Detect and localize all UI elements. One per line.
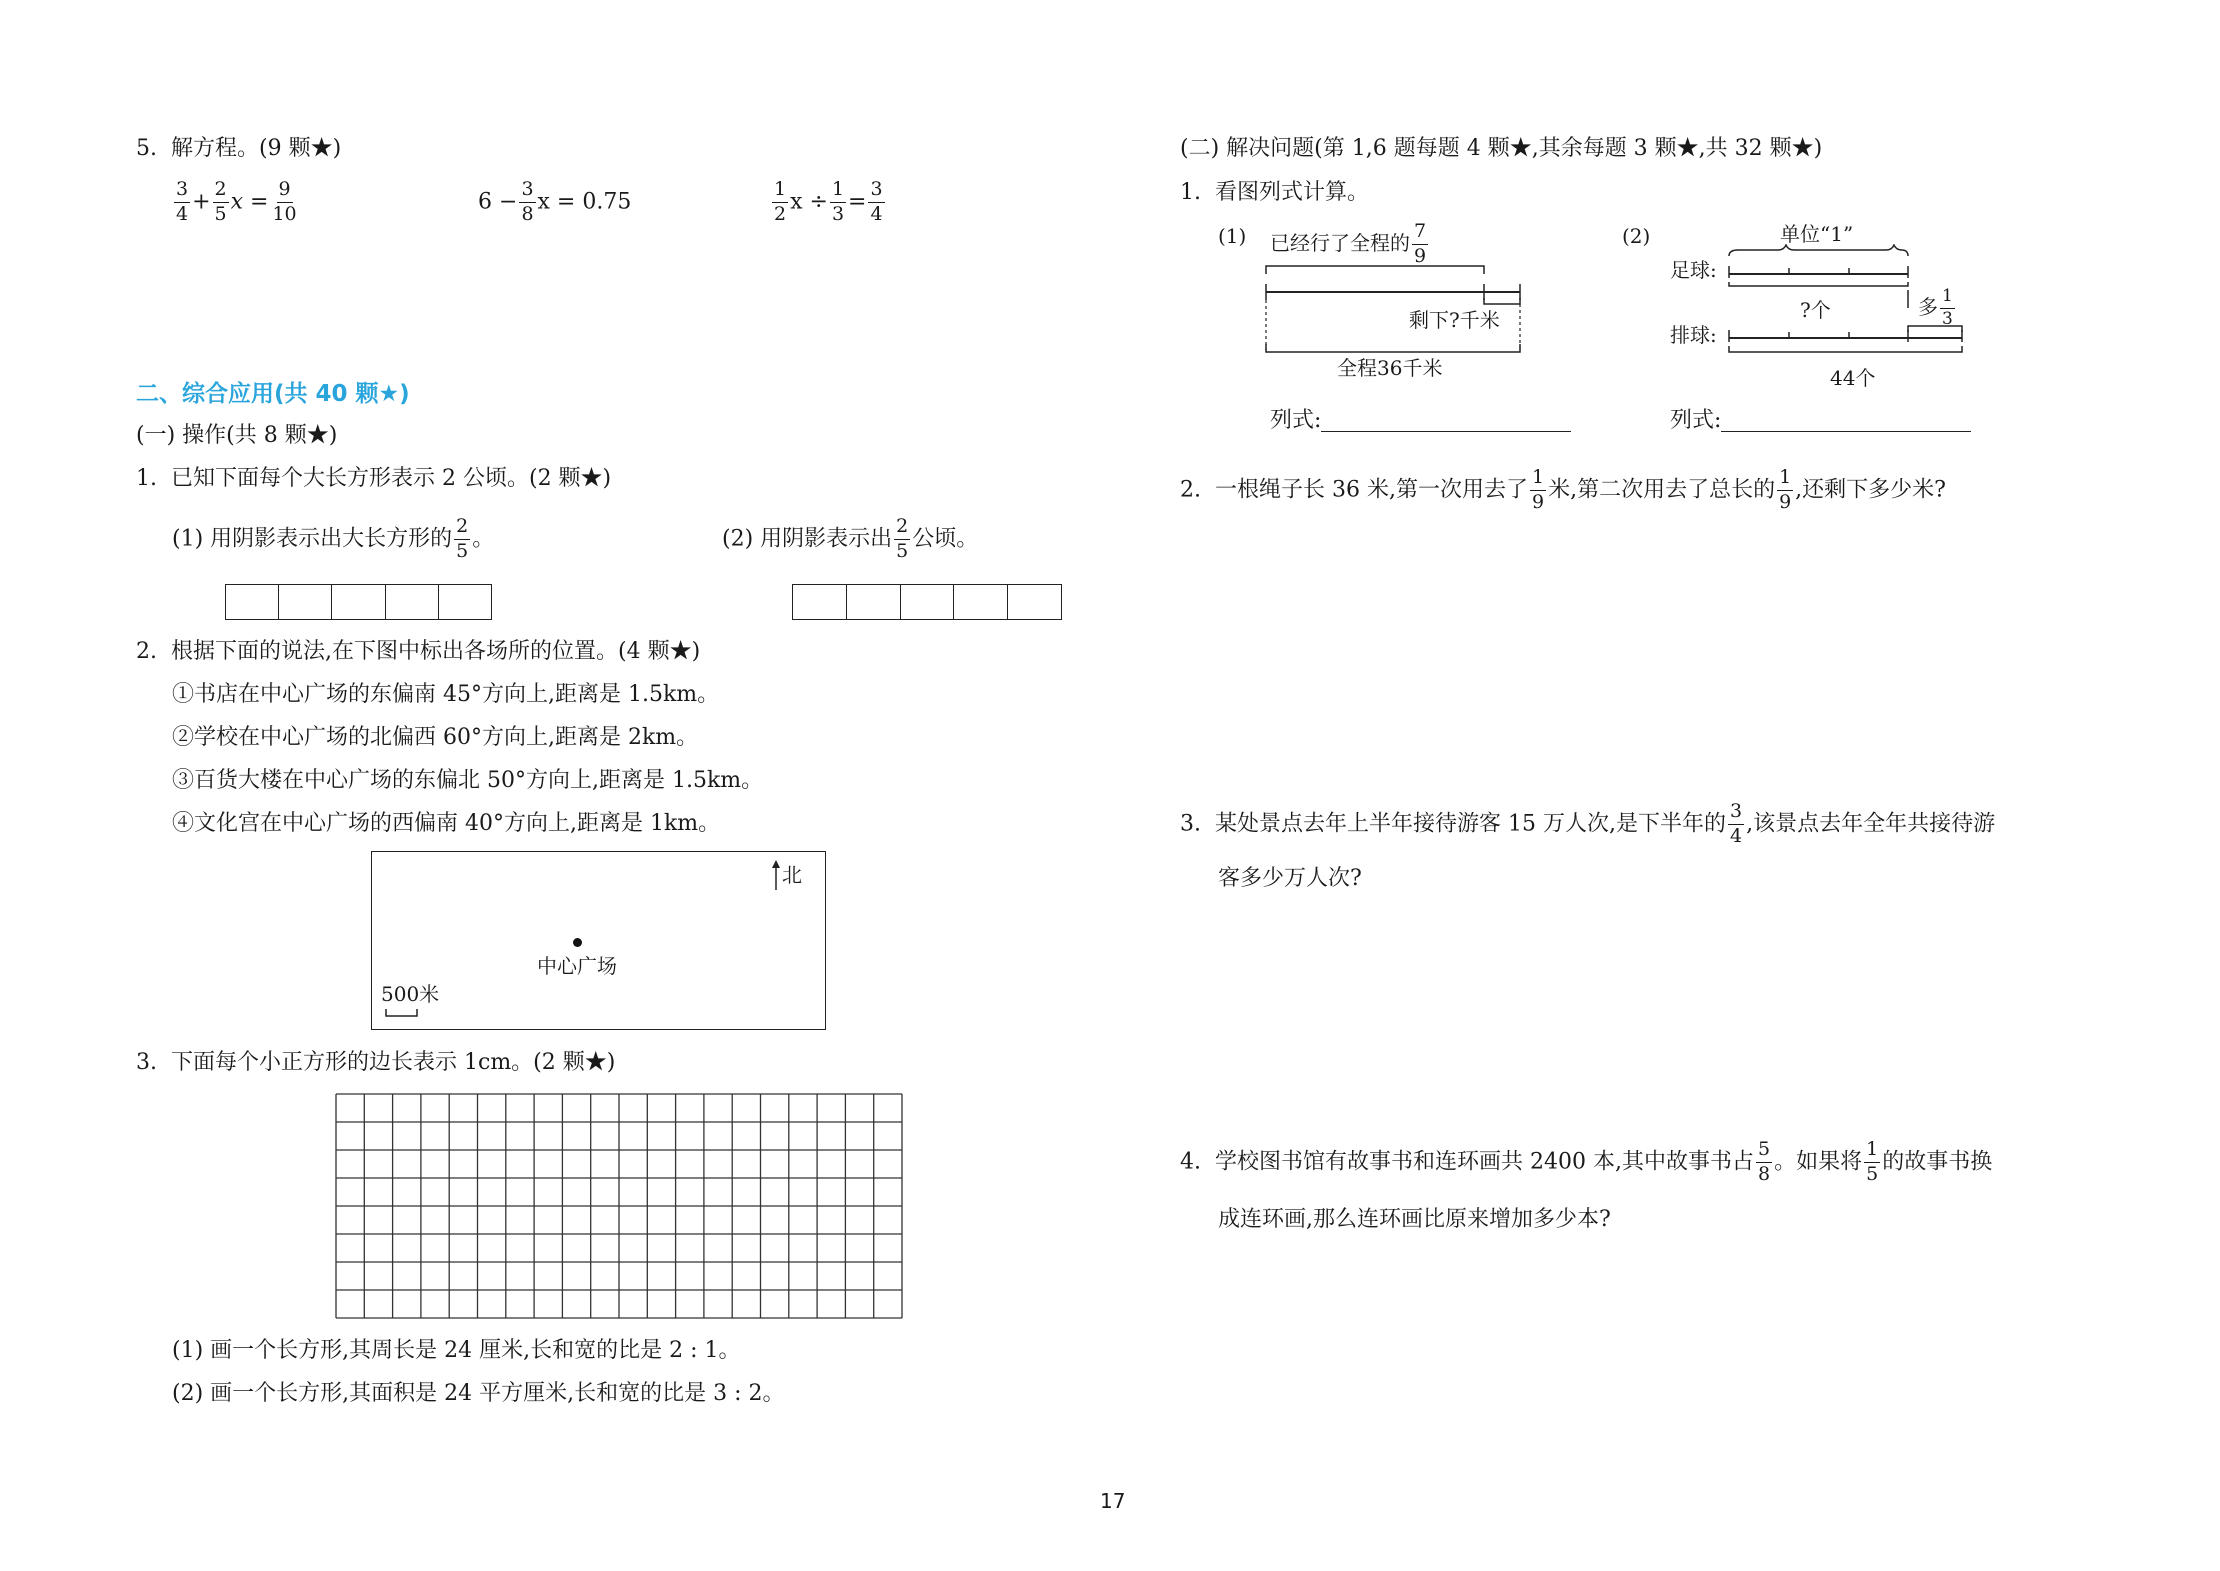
location-map[interactable] [371,851,826,1030]
rectangle-bar-1[interactable] [225,584,492,620]
volleyball-label: 排球: [1670,323,1717,347]
q3-text-line-2: 客多少万人次? [1218,866,1362,891]
q4-text-line-2: 成连环画,那么连环画比原来增加多少本? [1218,1207,1611,1232]
fraction: $\frac{2}{5}$ [456,515,469,562]
fraction: $\frac{1}{2}$ [774,178,787,225]
q2-text: 2. 一根绳子长 36 米,第一次用去了 $\frac{1}{9}$ 米,第二次用去了总长的 $\frac{1}{9}$ ,还剩下多少米? [1180,466,1946,513]
op3-heading: 3. 下面每个小正方形的边长表示 1cm。(2 颗★) [136,1050,616,1075]
formula-line-1[interactable]: 列式: [1270,410,1571,432]
op3-sub-1: (1) 画一个长方形,其周长是 24 厘米,长和宽的比是 2 : 1。 [172,1338,741,1363]
fraction: $\frac{1}{5}$ [1866,1138,1879,1185]
fraction: $\frac{2}{5}$ [896,515,909,562]
diagram-2-label: (2) [1622,224,1651,248]
q5-heading: 5. 解方程。(9 颗★) [136,136,342,161]
q5-equation-2: 6 − $\frac{3}{8}$ x = 0.75 [478,178,632,225]
op2-item-4: ④文化宫在中心广场的西偏南 40°方向上,距离是 1km。 [172,811,721,836]
center-dot [573,938,582,947]
fraction: $\frac{5}{8}$ [1757,1138,1771,1185]
scale-bar [385,1008,419,1018]
part-1-heading: (一) 操作(共 8 颗★) [136,423,338,448]
more-label: 多 $\frac{1}{3}$ [1918,286,1953,329]
football-label: 足球: [1670,258,1717,282]
fraction: $\frac{9}{10}$ [272,178,297,225]
fraction: $\frac{1}{3}$ [1942,286,1953,329]
question-count-label: ?个 [1800,298,1831,322]
fraction: $\frac{1}{9}$ [1779,466,1792,513]
formula-line-2[interactable]: 列式: [1670,410,1971,432]
q5-equation-1: $\frac{3}{4}$ + $\frac{2}{5}$ x = $\frac{9}{10}$ [176,178,297,225]
diagram-1-total-label: 全程36千米 [1337,356,1443,380]
fraction: $\frac{3}{4}$ [1729,800,1743,847]
fraction: $\frac{1}{3}$ [831,178,845,225]
fraction: $\frac{3}{4}$ [870,178,883,225]
total-44-label: 44个 [1830,366,1876,390]
q1-heading: 1. 看图列式计算。 [1180,180,1370,205]
diagram-1-label: (1) [1218,224,1247,248]
op2-item-3: ③百货大楼在中心广场的东偏北 50°方向上,距离是 1.5km。 [172,768,764,793]
diagram-1-rest-label: 剩下?千米 [1409,308,1500,332]
north-label: 北 [782,863,802,887]
op2-item-1: ①书店在中心广场的东偏南 45°方向上,距离是 1.5km。 [172,682,720,707]
op2-heading: 2. 根据下面的说法,在下图中标出各场所的位置。(4 颗★) [136,639,701,664]
fraction: $\frac{1}{9}$ [1531,466,1545,513]
fraction: $\frac{3}{8}$ [521,178,534,225]
scale-label: 500米 [381,982,440,1006]
fraction: $\frac{3}{4}$ [176,178,189,225]
part-2-heading: (二) 解决问题(第 1,6 题每题 4 颗★,其余每题 3 颗★,共 32 颗★) [1180,136,1823,161]
section-2-heading: 二、综合应用(共 40 颗★) [136,381,410,407]
square-grid[interactable] [334,1092,904,1320]
center-label: 中心广场 [537,954,617,978]
q5-equation-3: $\frac{1}{2}$ x ÷ $\frac{1}{3}$ = $\frac{3}{4}$ [774,178,883,225]
fraction: $\frac{7}{9}$ [1414,220,1427,267]
north-arrow-icon [771,858,781,892]
diagram-1-top-label: 已经行了全程的 $\frac{7}{9}$ [1270,220,1427,267]
op1-sub-2: (2) 用阴影表示出 $\frac{2}{5}$ 公顷。 [722,515,979,562]
op2-item-2: ②学校在中心广场的北偏西 60°方向上,距离是 2km。 [172,725,699,750]
op1-sub-1: (1) 用阴影表示出大长方形的 $\frac{2}{5}$ 。 [172,515,495,562]
q4-text: 4. 学校图书馆有故事书和连环画共 2400 本,其中故事书占 $\frac{5}{8}$ 。如果将 $\frac{1}{5}$ 的故事书换 [1180,1138,1993,1185]
page-number: 17 [1100,1489,1126,1513]
unit-one-label: 单位“1” [1780,222,1854,246]
fraction: $\frac{2}{5}$ [214,178,227,225]
rectangle-bar-2[interactable] [792,584,1062,620]
op3-sub-2: (2) 画一个长方形,其面积是 24 平方厘米,长和宽的比是 3 : 2。 [172,1381,785,1406]
op1-heading: 1. 已知下面每个大长方形表示 2 公顷。(2 颗★) [136,466,612,491]
q3-text: 3. 某处景点去年上半年接待游客 15 万人次,是下半年的 $\frac{3}{4}$ ,该景点去年全年共接待游 [1180,800,1996,847]
